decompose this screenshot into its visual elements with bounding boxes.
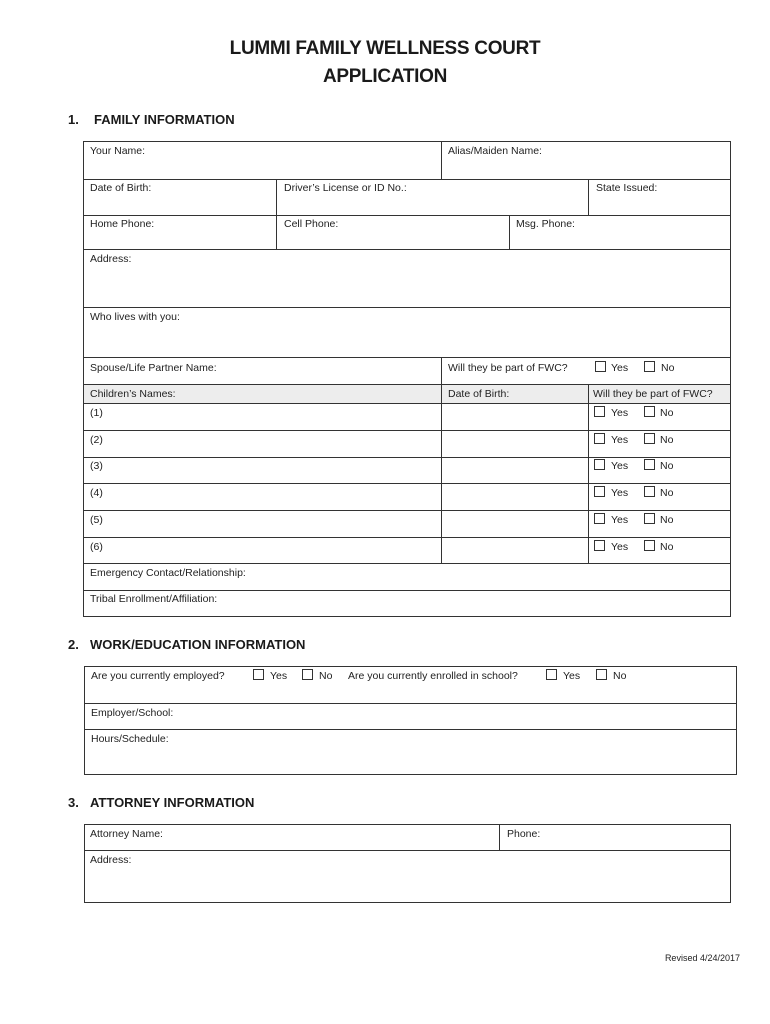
hours-schedule-field[interactable]: Hours/Schedule: bbox=[91, 733, 169, 745]
children-dob-header: Date of Birth: bbox=[448, 388, 510, 400]
child-name-field[interactable]: (6) bbox=[90, 541, 103, 553]
attorney-phone-field[interactable]: Phone: bbox=[507, 828, 541, 840]
form-title-line1: LUMMI FAMILY WELLNESS COURT bbox=[229, 38, 541, 59]
child-name-field[interactable]: (3) bbox=[90, 460, 103, 472]
child-fwc-yes-checkbox[interactable] bbox=[594, 540, 605, 551]
revised-date: Revised 4/24/2017 bbox=[664, 953, 740, 963]
child-fwc-yes-checkbox[interactable] bbox=[594, 513, 605, 524]
child-name-field[interactable]: (5) bbox=[90, 514, 103, 526]
child-fwc-no-checkbox[interactable] bbox=[644, 459, 655, 470]
spouse-fwc-yes-checkbox[interactable] bbox=[595, 361, 606, 372]
child-name-field[interactable]: (2) bbox=[90, 434, 103, 446]
section-work-education bbox=[68, 637, 305, 652]
employer-school-field[interactable]: Employer/School: bbox=[91, 707, 174, 719]
children-names-header: Children’s Names: bbox=[90, 388, 176, 400]
section-family-information bbox=[68, 112, 235, 127]
alias-maiden-name-field[interactable]: Alias/Maiden Name: bbox=[448, 145, 542, 157]
no-label: No bbox=[613, 670, 627, 682]
spouse-name-field[interactable]: Spouse/Life Partner Name: bbox=[90, 362, 217, 374]
spouse-fwc-question: Will they be part of FWC? bbox=[448, 362, 568, 374]
section-title: WORK/EDUCATION INFORMATION bbox=[90, 637, 306, 652]
employed-yes-checkbox[interactable] bbox=[253, 669, 264, 680]
no-label: No bbox=[660, 541, 674, 553]
form-title-line2: APPLICATION bbox=[322, 66, 448, 87]
yes-label: Yes bbox=[611, 541, 629, 553]
yes-label: Yes bbox=[611, 487, 629, 499]
no-label: No bbox=[319, 670, 333, 682]
school-yes-checkbox[interactable] bbox=[546, 669, 557, 680]
section-number: 2. bbox=[68, 637, 79, 652]
child-fwc-yes-checkbox[interactable] bbox=[594, 486, 605, 497]
section-attorney-information bbox=[68, 795, 254, 810]
section-number: 3. bbox=[68, 795, 79, 810]
employed-question: Are you currently employed? bbox=[91, 670, 225, 682]
yes-label: Yes bbox=[611, 514, 629, 526]
child-fwc-yes-checkbox[interactable] bbox=[594, 406, 605, 417]
your-name-field[interactable]: Your Name: bbox=[90, 145, 146, 157]
child-fwc-yes-checkbox[interactable] bbox=[594, 459, 605, 470]
family-information-table bbox=[83, 141, 731, 617]
yes-label: Yes bbox=[611, 434, 629, 446]
who-lives-with-you-field[interactable]: Who lives with you: bbox=[90, 311, 180, 323]
employed-no-checkbox[interactable] bbox=[302, 669, 313, 680]
cell-phone-field[interactable]: Cell Phone: bbox=[284, 218, 339, 230]
school-no-checkbox[interactable] bbox=[596, 669, 607, 680]
attorney-address-field[interactable]: Address: bbox=[90, 854, 132, 866]
work-education-table bbox=[84, 666, 737, 775]
address-field[interactable]: Address: bbox=[90, 253, 132, 265]
child-name-field[interactable]: (1) bbox=[90, 407, 103, 419]
yes-label: Yes bbox=[611, 362, 629, 374]
state-issued-field[interactable]: State Issued: bbox=[596, 182, 658, 194]
yes-label: Yes bbox=[563, 670, 581, 682]
child-name-field[interactable]: (4) bbox=[90, 487, 103, 499]
no-label: No bbox=[660, 434, 674, 446]
section-title: FAMILY INFORMATION bbox=[94, 112, 235, 127]
no-label: No bbox=[660, 487, 674, 499]
home-phone-field[interactable]: Home Phone: bbox=[90, 218, 155, 230]
no-label: No bbox=[660, 407, 674, 419]
emergency-contact-field[interactable]: Emergency Contact/Relationship: bbox=[90, 567, 246, 579]
yes-label: Yes bbox=[611, 460, 629, 472]
date-of-birth-field[interactable]: Date of Birth: bbox=[90, 182, 152, 194]
no-label: No bbox=[660, 514, 674, 526]
child-fwc-no-checkbox[interactable] bbox=[644, 433, 655, 444]
msg-phone-field[interactable]: Msg. Phone: bbox=[516, 218, 575, 230]
no-label: No bbox=[661, 362, 675, 374]
school-question: Are you currently enrolled in school? bbox=[348, 670, 518, 682]
child-fwc-yes-checkbox[interactable] bbox=[594, 433, 605, 444]
attorney-information-table bbox=[84, 824, 731, 903]
spouse-fwc-no-checkbox[interactable] bbox=[644, 361, 655, 372]
yes-label: Yes bbox=[270, 670, 288, 682]
child-fwc-no-checkbox[interactable] bbox=[644, 540, 655, 551]
child-fwc-no-checkbox[interactable] bbox=[644, 406, 655, 417]
section-title: ATTORNEY INFORMATION bbox=[90, 795, 255, 810]
tribal-enrollment-field[interactable]: Tribal Enrollment/Affiliation: bbox=[90, 593, 218, 605]
child-fwc-no-checkbox[interactable] bbox=[644, 486, 655, 497]
no-label: No bbox=[660, 460, 674, 472]
child-fwc-no-checkbox[interactable] bbox=[644, 513, 655, 524]
section-number: 1. bbox=[68, 112, 79, 127]
children-fwc-header: Will they be part of FWC? bbox=[593, 388, 713, 400]
yes-label: Yes bbox=[611, 407, 629, 419]
attorney-name-field[interactable]: Attorney Name: bbox=[90, 828, 163, 840]
drivers-license-field[interactable]: Driver’s License or ID No.: bbox=[284, 182, 407, 194]
